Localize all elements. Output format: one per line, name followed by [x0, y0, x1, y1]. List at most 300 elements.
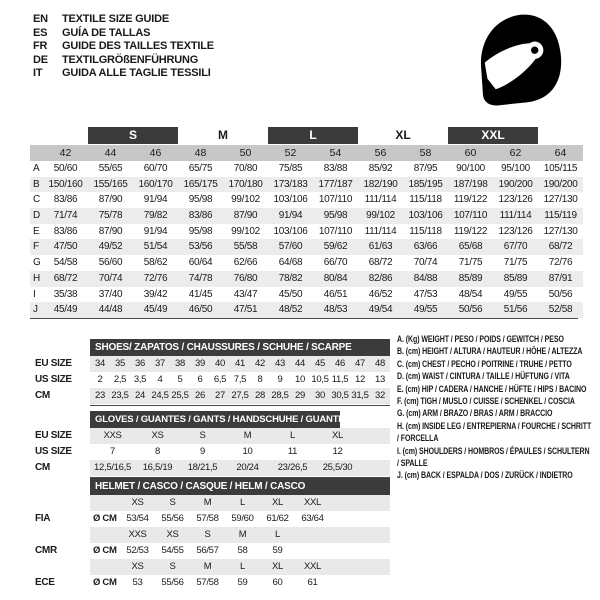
cell: 30 — [315, 390, 325, 401]
cell: 177/187 — [318, 178, 353, 190]
cell: 3,5 — [133, 374, 147, 385]
cell: 68/72 — [53, 272, 78, 284]
cell: 10,5 — [311, 374, 329, 385]
cell: 80/84 — [323, 272, 348, 284]
cell: 53/56 — [188, 241, 213, 253]
shoes-us-label: US SIZE — [35, 374, 72, 385]
table-row — [30, 287, 583, 303]
table-row — [30, 255, 583, 271]
cell: 103/106 — [273, 225, 308, 237]
size-number-header — [30, 145, 583, 161]
cell: 55/58 — [233, 241, 258, 253]
cell: 70/80 — [233, 163, 258, 174]
cell: XXS — [103, 430, 122, 441]
cell: 42 — [59, 147, 72, 159]
cell: 173/183 — [273, 178, 308, 190]
cell: 60 — [464, 147, 477, 159]
cell: 63/64 — [301, 513, 324, 524]
cell: 70/74 — [98, 272, 123, 284]
language-row — [33, 54, 214, 68]
cell: 39/42 — [143, 288, 168, 300]
cell: 8 — [257, 374, 263, 385]
cell: 8 — [155, 446, 160, 457]
cell: 170/180 — [228, 178, 263, 190]
cell: 59 — [237, 577, 248, 588]
cell: 59/60 — [231, 513, 254, 524]
cell: 41/45 — [188, 288, 213, 300]
cell: 119/122 — [453, 225, 488, 237]
language-title: GUIDA ALLE TAGLIE TESSILI — [62, 67, 211, 79]
cell: XL — [331, 430, 344, 441]
legend-item: G. (cm) ARM / BRAZO / BRAS / ARM / BRACCIO — [397, 408, 553, 419]
cell: 56/60 — [98, 257, 123, 269]
racing-helmet-icon — [468, 6, 570, 108]
cell: 85/92 — [368, 163, 393, 174]
cell: 7 — [110, 446, 115, 457]
cell: 83/86 — [188, 210, 213, 222]
shoes-eu-label: EU SIZE — [35, 358, 72, 369]
cell: 6 — [197, 374, 203, 385]
cell: 44 — [104, 147, 117, 159]
cell: 155/165 — [93, 178, 128, 190]
cell: 35 — [115, 358, 125, 369]
gloves-cm-label: CM — [35, 462, 50, 473]
cell: 115/119 — [544, 210, 577, 222]
table-row — [30, 177, 583, 193]
cell: L — [275, 529, 280, 540]
cell: 123/126 — [498, 225, 533, 237]
cell: 55/56 — [161, 577, 184, 588]
cell: 72/76 — [548, 257, 573, 269]
cell: 187/198 — [453, 178, 488, 190]
cell: 58/62 — [143, 257, 168, 269]
divider-line — [30, 318, 578, 319]
cell: 68/72 — [368, 257, 393, 269]
cell: 43 — [275, 358, 285, 369]
cell: 9 — [277, 374, 283, 385]
shoes-header-bar: SHOES/ ZAPATOS / CHAUSSURES / SCHUHE / SCARPE — [90, 339, 390, 356]
cell: XXL — [303, 497, 322, 508]
cell: 12,5/16,5 — [94, 462, 131, 473]
cmr-values-row — [90, 543, 390, 559]
gloves-us-label: US SIZE — [35, 446, 72, 457]
cell: 55/56 — [161, 513, 184, 524]
cell: S — [169, 561, 176, 572]
cell: 49/55 — [503, 288, 528, 300]
cell: 31,5 — [351, 390, 369, 401]
cell: 13 — [375, 374, 385, 385]
cell: 115/118 — [409, 194, 442, 206]
cell: 47/53 — [413, 288, 438, 300]
cell: 12 — [332, 446, 343, 457]
shoes-eu-row — [90, 356, 390, 372]
cell: 84/88 — [413, 272, 438, 284]
table-row — [30, 161, 583, 177]
cell: 65/68 — [458, 241, 483, 253]
cell: 26 — [195, 390, 205, 401]
language-list — [33, 13, 214, 81]
cell: 47 — [355, 358, 365, 369]
cell: 190/200 — [498, 178, 533, 190]
cell: 61 — [307, 577, 318, 588]
cell: 72/76 — [143, 272, 168, 284]
legend-item: F. (cm) TIGH / MUSLO / CUISSE / SCHENKEL / COSCIA — [397, 396, 575, 407]
cell: 85/89 — [503, 272, 528, 284]
cmr-label: CMR — [35, 545, 57, 556]
cell: 123/126 — [498, 194, 533, 206]
cell: XXL — [303, 561, 322, 572]
cell: 64/68 — [278, 257, 303, 269]
cell: 44 — [295, 358, 305, 369]
cell: 65/75 — [188, 163, 213, 174]
cell: 46/50 — [188, 304, 213, 316]
helmet-table — [30, 478, 400, 593]
cell: 28 — [255, 390, 265, 401]
diameter-label: Ø CM — [93, 513, 117, 524]
cell: 55/65 — [98, 163, 123, 174]
cell: 49/55 — [413, 304, 438, 316]
cell: 56 — [374, 147, 387, 159]
table-row — [30, 224, 583, 240]
cell: 29 — [295, 390, 305, 401]
language-code: EN — [33, 13, 48, 25]
cell: 58 — [419, 147, 432, 159]
textile-size-table — [30, 127, 583, 318]
cell: 28,5 — [271, 390, 289, 401]
cell: 60 — [272, 577, 283, 588]
cell: 24 — [135, 390, 145, 401]
language-code: FR — [33, 40, 48, 52]
cell: 52/53 — [126, 545, 149, 556]
cell: 23 — [95, 390, 105, 401]
shoes-underline — [90, 405, 390, 406]
cell: 48 — [375, 358, 385, 369]
cell: 91/94 — [143, 194, 168, 206]
cell: 71/74 — [53, 210, 78, 222]
cell: M — [238, 529, 247, 540]
cell: 46 — [149, 147, 162, 159]
cell: 25,5/30 — [322, 462, 353, 473]
cell: 48/52 — [278, 304, 303, 316]
cell: 165/175 — [183, 178, 218, 190]
cell: 51/56 — [503, 304, 528, 316]
row-letter: J — [33, 304, 38, 316]
cell: 45 — [315, 358, 325, 369]
legend-item: J. (cm) BACK / ESPALDA / DOS / ZURÜCK / INDIETRO — [397, 470, 573, 481]
cell: 62/66 — [233, 257, 258, 269]
cell: 127/130 — [543, 225, 578, 237]
cell: 45/49 — [143, 304, 168, 316]
cell: 83/86 — [53, 194, 78, 206]
cell: 82/86 — [368, 272, 393, 284]
cell: 111/114 — [364, 194, 397, 206]
cell: 20/24 — [236, 462, 259, 473]
cell: 67/70 — [503, 241, 528, 253]
cell: 50/56 — [548, 288, 573, 300]
cell: 16,5/19 — [142, 462, 173, 473]
cell: 2 — [97, 374, 103, 385]
cell: 95/98 — [323, 210, 348, 222]
cell: 61/62 — [266, 513, 289, 524]
cell: 37/40 — [98, 288, 123, 300]
cell: 52/58 — [548, 304, 573, 316]
cell: 37 — [155, 358, 165, 369]
cell: 2,5 — [113, 374, 127, 385]
cell: XXS — [128, 529, 147, 540]
gloves-us-row — [90, 444, 390, 460]
cell: 38 — [175, 358, 185, 369]
cell: 44/48 — [98, 304, 123, 316]
ece-values-row — [90, 575, 390, 591]
cell: 58 — [237, 545, 248, 556]
cell: 91/94 — [143, 225, 168, 237]
table-row — [30, 239, 583, 255]
cell: 6,5 — [213, 374, 227, 385]
cell: 11,5 — [331, 374, 349, 385]
row-letter: H — [33, 272, 40, 284]
cell: 49/54 — [368, 304, 393, 316]
cell: XS — [131, 497, 144, 508]
shoes-us-row — [90, 372, 390, 388]
cell: 127/130 — [543, 194, 578, 206]
cell: 4 — [157, 374, 163, 385]
cell: 75/85 — [278, 163, 303, 174]
cell: 52 — [284, 147, 297, 159]
row-letter: F — [33, 241, 39, 253]
language-title: TEXTILGRÖßENFÜHRUNG — [62, 53, 199, 66]
row-letter: B — [33, 178, 40, 190]
cell: 87/95 — [413, 163, 438, 174]
cell: 71/75 — [503, 257, 528, 269]
cell: 119/122 — [453, 194, 488, 206]
cell: 10 — [295, 374, 305, 385]
cell: 99/102 — [231, 225, 260, 237]
cell: 48/53 — [323, 304, 348, 316]
size-group-m: M — [218, 128, 228, 142]
cell: 27,5 — [231, 390, 249, 401]
cell: 90/100 — [456, 163, 485, 174]
cell: 95/100 — [501, 163, 530, 174]
shoes-cm-row — [90, 388, 390, 404]
language-row — [33, 67, 214, 81]
cell: 87/90 — [98, 225, 123, 237]
cell: 182/190 — [363, 178, 398, 190]
cell: 60/64 — [188, 257, 213, 269]
cmr-sizes-row — [90, 527, 390, 543]
cell: 105/115 — [543, 163, 578, 174]
size-group-row — [30, 127, 583, 144]
cell: 7,5 — [233, 374, 247, 385]
legend-item: B. (cm) HEIGHT / ALTURA / HAUTEUR / HÖHE / ALTEZZA — [397, 346, 583, 357]
cell: 50 — [239, 147, 252, 159]
cell: 111/114 — [499, 210, 532, 222]
cell: XS — [166, 529, 179, 540]
cell: 78/82 — [278, 272, 303, 284]
cell: 83/88 — [323, 163, 348, 174]
fia-values-row — [90, 511, 390, 527]
cell: 99/102 — [231, 194, 260, 206]
cell: 160/170 — [138, 178, 173, 190]
cell: S — [199, 430, 206, 441]
cell: 75/78 — [98, 210, 123, 222]
cell: M — [243, 430, 252, 441]
cell: 49/52 — [98, 241, 123, 253]
row-letter: I — [33, 288, 36, 300]
cell: 12 — [355, 374, 365, 385]
cell: 54/58 — [53, 257, 78, 269]
language-code: IT — [33, 67, 43, 79]
cell: XL — [271, 561, 284, 572]
cell: 150/160 — [48, 178, 83, 190]
table-row — [30, 192, 583, 208]
row-letter: C — [33, 194, 40, 206]
legend-item: H. (cm) INSIDE LEG / ENTREPIERNA / FOURCHE / SCHRITT / FORCELLA — [397, 420, 592, 444]
cell: S — [204, 529, 211, 540]
cell: 59/62 — [323, 241, 348, 253]
row-letter: E — [33, 225, 40, 237]
cell: 24,5 — [151, 390, 169, 401]
cell: 41 — [235, 358, 245, 369]
cell: 48/54 — [458, 288, 483, 300]
size-group-spacer — [30, 127, 88, 144]
cell: 57/60 — [278, 241, 303, 253]
language-row — [33, 27, 214, 41]
cell: M — [203, 497, 212, 508]
spacer-cell — [90, 527, 120, 543]
cell: 23,5 — [111, 390, 129, 401]
language-row — [33, 13, 214, 27]
cell: 59 — [272, 545, 283, 556]
ece-label: ECE — [35, 577, 55, 588]
gloves-header-bar: GLOVES / GUANTES / GANTS / HANDSCHUHE / GUANTI — [90, 411, 340, 428]
cell: XS — [131, 561, 144, 572]
cell: 11 — [287, 446, 298, 457]
size-group-spacer — [538, 127, 583, 144]
cell: 50/60 — [53, 163, 78, 174]
cell: 61/63 — [368, 241, 393, 253]
fia-label: FIA — [35, 513, 51, 524]
cell: 68/72 — [548, 241, 573, 253]
cell: 5 — [177, 374, 183, 385]
fia-sizes-row — [90, 495, 390, 511]
cell: 83/86 — [53, 225, 78, 237]
language-code: ES — [33, 26, 48, 39]
cell: 18/21,5 — [187, 462, 218, 473]
cell: 23/26,5 — [277, 462, 308, 473]
table-row — [30, 302, 583, 318]
cell: 87/91 — [548, 272, 573, 284]
cell: 42 — [255, 358, 265, 369]
cell: 32 — [375, 390, 385, 401]
size-group-s: S — [88, 127, 178, 144]
cell: 111/114 — [364, 225, 397, 237]
cell: 76/80 — [233, 272, 258, 284]
ece-sizes-row — [90, 559, 390, 575]
measurement-legend — [397, 333, 592, 482]
cell: 87/90 — [98, 194, 123, 206]
cell: 54/55 — [161, 545, 184, 556]
cell: 185/195 — [408, 178, 443, 190]
helmet-header-bar: HELMET / CASCO / CASQUE / HELM / CASCO — [90, 478, 390, 495]
cell: 46/51 — [323, 288, 348, 300]
cell: 56/57 — [196, 545, 219, 556]
cell: 62 — [509, 147, 522, 159]
gloves-cm-row — [90, 460, 390, 476]
cell: 190/200 — [543, 178, 578, 190]
cell: 79/82 — [143, 210, 168, 222]
legend-item: C. (cm) CHEST / PECHO / POITRINE / TRUHE / PETTO — [397, 358, 572, 369]
cell: 9 — [200, 446, 205, 457]
cell: 70/74 — [413, 257, 438, 269]
corner-cell — [30, 145, 43, 161]
legend-item: D. (cm) WAIST / CINTURA / TAILLE / HÜFTUNG / VITA — [397, 371, 570, 382]
cell: M — [203, 561, 212, 572]
cell: 74/78 — [188, 272, 213, 284]
cell: 107/110 — [318, 194, 353, 206]
cell: 34 — [95, 358, 105, 369]
cell: 107/110 — [453, 210, 488, 222]
legend-item: A. (Kg) WEIGHT / PESO / POIDS / GEWITCH / PESO — [397, 334, 564, 344]
cell: 53 — [132, 577, 143, 588]
spacer-cell — [90, 559, 120, 575]
cell: 66/70 — [323, 257, 348, 269]
gloves-eu-row — [90, 428, 390, 444]
cell: XL — [271, 497, 284, 508]
cell: 47/51 — [233, 304, 258, 316]
cell: 99/102 — [366, 210, 395, 222]
language-row — [33, 40, 214, 54]
cell: 45/49 — [53, 304, 78, 316]
cell: 95/98 — [188, 225, 213, 237]
cell: 115/118 — [409, 225, 442, 237]
cell: 39 — [195, 358, 205, 369]
cell: 25,5 — [171, 390, 189, 401]
legend-item: I. (cm) SHOULDERS / HOMBROS / ÉPAULES / SCHULTERN / SPALLE — [397, 445, 590, 469]
language-title: GUIDE DES TAILLES TEXTILE — [62, 40, 214, 52]
cell: 46/52 — [368, 288, 393, 300]
cell: 35/38 — [53, 288, 78, 300]
cell: 10 — [242, 446, 253, 457]
cell: 91/94 — [278, 210, 303, 222]
cell: 54 — [329, 147, 342, 159]
cell: 95/98 — [188, 194, 213, 206]
cell: 46 — [335, 358, 345, 369]
cell: 64 — [554, 147, 567, 159]
cell: 27 — [215, 390, 225, 401]
row-letter: G — [33, 257, 41, 269]
gloves-table — [30, 411, 400, 479]
cell: 57/58 — [196, 577, 219, 588]
cell: 50/56 — [458, 304, 483, 316]
legend-item: E. (cm) HIP / CADERA / HANCHE / HÜFTE / HIPS / BACINO — [397, 383, 587, 394]
cell: 57/58 — [196, 513, 219, 524]
table-row — [30, 208, 583, 224]
row-letter: D — [33, 210, 40, 222]
cell: 51/54 — [143, 241, 168, 253]
language-title: GUÍA DE TALLAS — [62, 26, 151, 39]
language-code: DE — [33, 53, 48, 66]
cell: L — [240, 561, 245, 572]
diameter-label: Ø CM — [93, 545, 117, 556]
cell: 103/106 — [408, 210, 443, 222]
cell: 87/90 — [233, 210, 258, 222]
row-letter: A — [33, 163, 40, 174]
cell: XS — [151, 430, 164, 441]
cell: 47/50 — [53, 241, 78, 253]
size-group-l: L — [268, 127, 358, 144]
size-group-xl: XL — [395, 128, 411, 142]
cell: 53/54 — [126, 513, 149, 524]
